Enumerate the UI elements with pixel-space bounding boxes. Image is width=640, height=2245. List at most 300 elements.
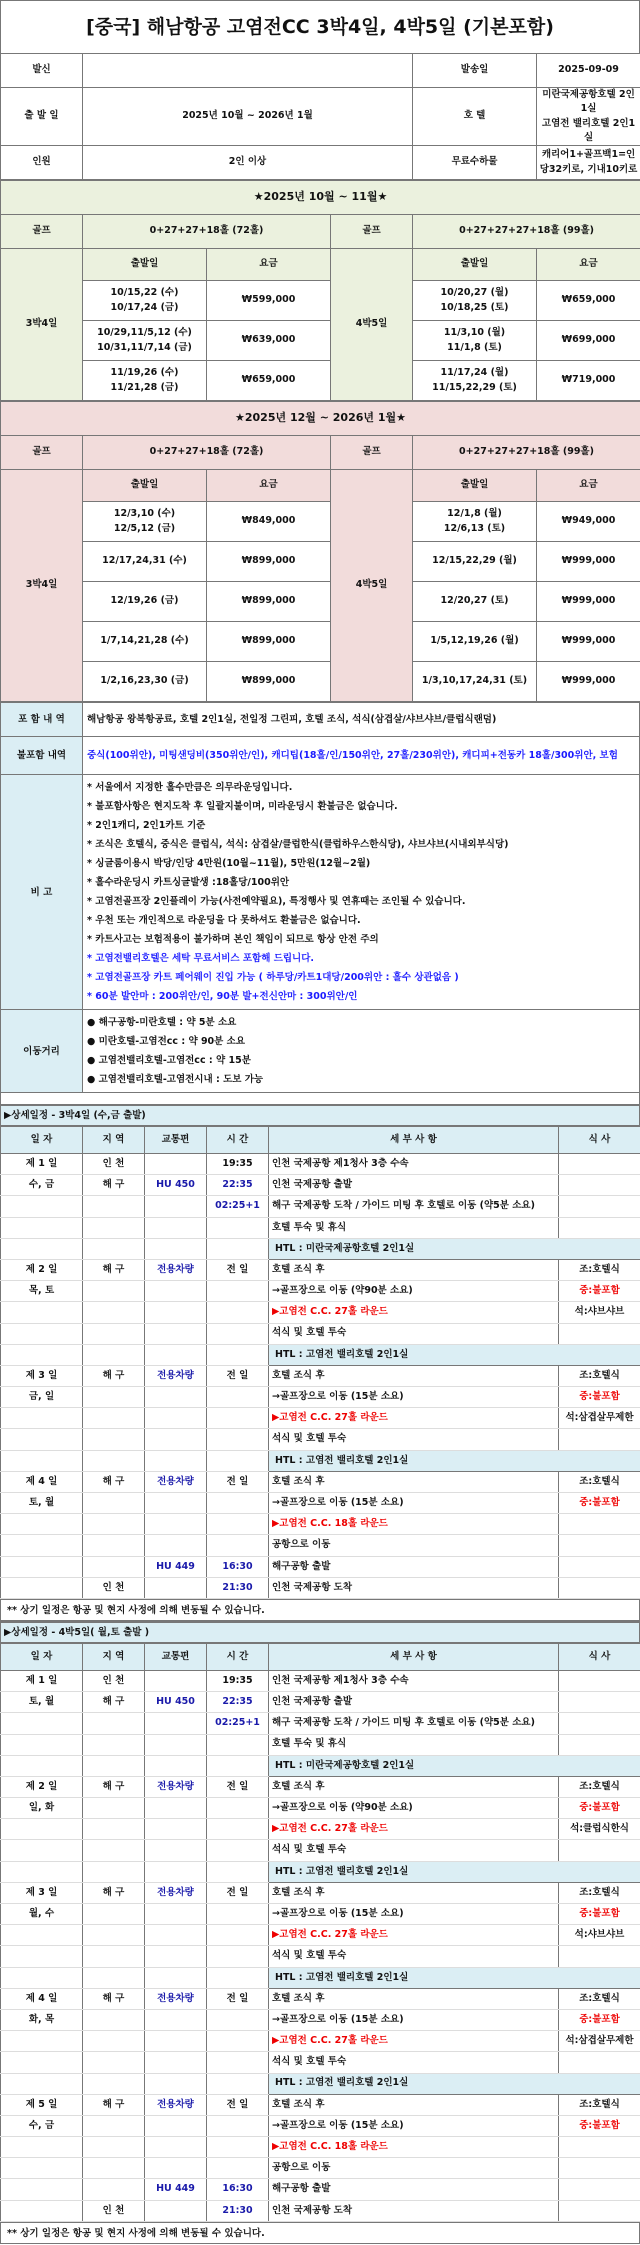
transport <box>145 1819 207 1840</box>
meal <box>559 1840 640 1861</box>
golf-holes-3n4d: 0+27+27+18홀 (72홀) <box>83 215 331 249</box>
region <box>83 1302 145 1323</box>
time: 전 일 <box>207 1882 269 1903</box>
day <box>1 1535 83 1556</box>
day: 제 2 일 <box>1 1776 83 1797</box>
column-header: 지 역 <box>83 1643 145 1670</box>
detail: 석식 및 호텔 투숙 <box>269 1840 559 1861</box>
distance-item: ● 미란호텔-고염전cc : 약 90분 소요 <box>87 1032 635 1051</box>
people-value: 2인 이상 <box>83 146 413 180</box>
meal <box>559 1196 640 1217</box>
meal: 조:호텔식 <box>559 1259 640 1280</box>
price: ₩849,000 <box>207 502 331 542</box>
hotel-value <box>537 88 640 146</box>
itinerary-row <box>1 1429 640 1450</box>
meal: 석:샤브샤브 <box>559 1925 640 1946</box>
region: 해 구 <box>83 1259 145 1280</box>
detail: 해구공항 출발 <box>269 1556 559 1577</box>
transport: 전용차량 <box>145 1471 207 1492</box>
meal <box>559 2200 640 2221</box>
itinerary-row <box>1 1387 640 1408</box>
column-header: 시 간 <box>207 1643 269 1670</box>
departure-date: 11/21,28 (금) <box>85 381 204 395</box>
departure-date: 10/18,25 (토) <box>415 301 534 315</box>
departure-date: 1/2,16,23,30 (금) <box>85 674 204 688</box>
meal <box>559 1946 640 1967</box>
included-text: 해남항공 왕복항공료, 호텔 2인1실, 전일정 그린피, 호텔 조식, 석식(삼겹살/샤브샤브/클럽식랜덤) <box>83 703 640 737</box>
price: ₩699,000 <box>537 321 640 361</box>
dates-cell <box>83 361 207 401</box>
day: 목, 토 <box>1 1281 83 1302</box>
meal: 중:불포함 <box>559 2009 640 2030</box>
transport <box>145 2009 207 2030</box>
price-table <box>0 180 640 401</box>
day <box>1 2031 83 2052</box>
price-table <box>0 401 640 702</box>
meal: 조:호텔식 <box>559 1365 640 1386</box>
day: 제 4 일 <box>1 1988 83 2009</box>
transport <box>145 1535 207 1556</box>
detail: 호텔 조식 후 <box>269 2094 559 2115</box>
departure-date: 10/31,11/7,14 (금) <box>85 341 204 355</box>
region <box>83 2158 145 2179</box>
season-title: ★2025년 10월 ~ 11월★ <box>1 181 640 215</box>
detail: →골프장으로 이동 (15분 소요) <box>269 1904 559 1925</box>
detail: 인천 국제공항 출발 <box>269 1175 559 1196</box>
meal: 조:호텔식 <box>559 2094 640 2115</box>
golf-holes-3n4d: 0+27+27+18홀 (72홀) <box>83 436 331 470</box>
detail: 공항으로 이동 <box>269 2158 559 2179</box>
departure-date: 12/19,26 (금) <box>85 594 204 608</box>
meal <box>559 1535 640 1556</box>
departure-date: 12/20,27 (토) <box>415 594 534 608</box>
hotel-info: HTL : 미란국제공항호텔 2인1실 <box>269 1238 640 1259</box>
itinerary-row <box>1 1713 640 1734</box>
region <box>83 2179 145 2200</box>
region <box>83 2009 145 2030</box>
nights-label: 3박4일 <box>1 470 83 702</box>
detail: 석식 및 호텔 투숙 <box>269 1323 559 1344</box>
departure-date: 11/3,10 (월) <box>415 326 534 340</box>
region <box>83 1408 145 1429</box>
price: ₩719,000 <box>537 361 640 401</box>
region: 해 구 <box>83 1471 145 1492</box>
itinerary-row <box>1 1196 640 1217</box>
detail: →골프장으로 이동 (15분 소요) <box>269 2009 559 2030</box>
transport <box>145 1429 207 1450</box>
detail: 공항으로 이동 <box>269 1535 559 1556</box>
dates-cell <box>83 542 207 582</box>
distance-item: ● 해구공항-미란호텔 : 약 5분 소요 <box>87 1013 635 1032</box>
itinerary-row <box>1 1175 640 1196</box>
time <box>207 1323 269 1344</box>
golf-label: 골프 <box>1 215 83 249</box>
dates-cell <box>83 502 207 542</box>
itinerary-row <box>1 2179 640 2200</box>
day: 일, 화 <box>1 1798 83 1819</box>
price: ₩599,000 <box>207 281 331 321</box>
column-header: 지 역 <box>83 1127 145 1154</box>
departure-date: 11/17,24 (월) <box>415 366 534 380</box>
detail: 호텔 조식 후 <box>269 1471 559 1492</box>
transport <box>145 2052 207 2073</box>
time <box>207 2137 269 2158</box>
itinerary-row <box>1 1882 640 1903</box>
day <box>1 1302 83 1323</box>
detail: ▶고염전 C.C. 18홀 라운드 <box>269 2137 559 2158</box>
send-date-label: 발송일 <box>413 54 537 88</box>
region <box>83 1196 145 1217</box>
transport <box>145 2137 207 2158</box>
transport <box>145 1154 207 1175</box>
day <box>1 1217 83 1238</box>
meal: 석:샤브샤브 <box>559 1302 640 1323</box>
column-header: 시 간 <box>207 1127 269 1154</box>
itinerary-row <box>1 2009 640 2030</box>
detail: 호텔 조식 후 <box>269 1882 559 1903</box>
time: 21:30 <box>207 1577 269 1598</box>
region <box>83 1323 145 1344</box>
region: 해 구 <box>83 1692 145 1713</box>
transport <box>145 1840 207 1861</box>
column-header: 일 자 <box>1 1127 83 1154</box>
region <box>83 1514 145 1535</box>
day: 수, 금 <box>1 1175 83 1196</box>
time <box>207 1798 269 1819</box>
col-price: 요금 <box>537 470 640 502</box>
hotel-line: 고염전 밸리호텔 2인1실 <box>539 117 638 146</box>
hotel-info: HTL : 고염전 밸리호텔 2인1실 <box>269 1450 640 1471</box>
info-table <box>0 53 640 180</box>
time <box>207 2052 269 2073</box>
transport <box>145 1408 207 1429</box>
meal <box>559 1154 640 1175</box>
region <box>83 1281 145 1302</box>
dates-cell <box>413 622 537 662</box>
send-date: 2025-09-09 <box>537 54 640 88</box>
region <box>83 1946 145 1967</box>
transport <box>145 1904 207 1925</box>
region <box>83 1535 145 1556</box>
itinerary-section-title: ▶상세일정 - 3박4일 (수,금 출발) <box>0 1104 640 1126</box>
detail: ▶고염전 C.C. 27홀 라운드 <box>269 1819 559 1840</box>
detail: →골프장으로 이동 (약90분 소요) <box>269 1798 559 1819</box>
dates-cell <box>83 582 207 622</box>
time: 16:30 <box>207 1556 269 1577</box>
itinerary-row <box>1 1259 640 1280</box>
itinerary-row <box>1 2094 640 2115</box>
meal <box>559 1734 640 1755</box>
golf-label: 골프 <box>331 436 413 470</box>
remark-item: * 조식은 호텔식, 중식은 클럽식, 석식: 삼겹살/클럽한식(클럽하우스한식당), 샤브샤브(시내외부식당) <box>87 835 635 854</box>
detail: 해구공항 출발 <box>269 2179 559 2200</box>
day <box>1 1713 83 1734</box>
region: 해 구 <box>83 1988 145 2009</box>
detail: 석식 및 호텔 투숙 <box>269 1946 559 1967</box>
dates-cell <box>413 502 537 542</box>
hotel-info: HTL : 고염전 밸리호텔 2인1실 <box>269 1967 640 1988</box>
departure-date: 12/6,13 (토) <box>415 522 534 536</box>
hotel-info: HTL : 미란국제공항호텔 2인1실 <box>269 1755 640 1776</box>
itinerary-table <box>0 1126 640 1599</box>
meal: 석:삼겹살무제한 <box>559 2031 640 2052</box>
itinerary-row <box>1 1734 640 1755</box>
remark-item: * 고염전골프장 카트 페어웨이 진입 가능 ( 하루당/카트1대당/200위안 : 홀수 상관없음 ) <box>87 968 635 987</box>
transport <box>145 1514 207 1535</box>
hotel-label: 호 텔 <box>413 88 537 146</box>
golf-holes-4n5d: 0+27+27+27+18홀 (99홀) <box>413 215 640 249</box>
transport <box>145 1798 207 1819</box>
detail: 석식 및 호텔 투숙 <box>269 1429 559 1450</box>
departure-date: 1/7,14,21,28 (수) <box>85 634 204 648</box>
remark-item: * 불포함사항은 현지도착 후 일괄지불이며, 미라운딩시 환불금은 없습니다. <box>87 797 635 816</box>
meal <box>559 2158 640 2179</box>
day <box>1 1429 83 1450</box>
price: ₩899,000 <box>207 582 331 622</box>
itinerary-row <box>1 1556 640 1577</box>
region <box>83 1387 145 1408</box>
column-header: 세 부 사 항 <box>269 1643 559 1670</box>
dates-cell <box>83 662 207 702</box>
transport: HU 450 <box>145 1175 207 1196</box>
region <box>83 1429 145 1450</box>
day <box>1 1819 83 1840</box>
day: 제 1 일 <box>1 1670 83 1691</box>
transport: HU 449 <box>145 2179 207 2200</box>
price: ₩899,000 <box>207 622 331 662</box>
day: 제 3 일 <box>1 1882 83 1903</box>
detail: 해구 국제공항 도착 / 가이드 미팅 후 호텔로 이동 (약5분 소요) <box>269 1713 559 1734</box>
time <box>207 1217 269 1238</box>
region: 해 구 <box>83 1776 145 1797</box>
itinerary-row <box>1 1798 640 1819</box>
time: 22:35 <box>207 1692 269 1713</box>
included-label: 포 함 내 역 <box>1 703 83 737</box>
detail: 인천 국제공항 출발 <box>269 1692 559 1713</box>
time <box>207 2031 269 2052</box>
time: 21:30 <box>207 2200 269 2221</box>
price: ₩999,000 <box>537 662 640 702</box>
col-price: 요금 <box>537 249 640 281</box>
time <box>207 1514 269 1535</box>
transport <box>145 1946 207 1967</box>
transport <box>145 1217 207 1238</box>
sender-value <box>83 54 413 88</box>
region <box>83 1556 145 1577</box>
transport: 전용차량 <box>145 1365 207 1386</box>
col-date: 출발일 <box>83 249 207 281</box>
transport: HU 450 <box>145 1692 207 1713</box>
itinerary-row <box>1 2031 640 2052</box>
day: 토, 월 <box>1 1493 83 1514</box>
time: 19:35 <box>207 1670 269 1691</box>
excluded-label: 불포함 내역 <box>1 737 83 775</box>
price: ₩899,000 <box>207 662 331 702</box>
column-header: 식 사 <box>559 1643 640 1670</box>
itinerary-row <box>1 1493 640 1514</box>
departure-date: 10/17,24 (금) <box>85 301 204 315</box>
day: 제 1 일 <box>1 1154 83 1175</box>
column-header: 식 사 <box>559 1127 640 1154</box>
itinerary-row <box>1 1217 640 1238</box>
time: 전 일 <box>207 1365 269 1386</box>
departure-date: 12/17,24,31 (수) <box>85 554 204 568</box>
meal: 조:호텔식 <box>559 1988 640 2009</box>
transport <box>145 1925 207 1946</box>
departure-date: 10/20,27 (월) <box>415 286 534 300</box>
dates-cell <box>413 542 537 582</box>
departure-date: 1/5,12,19,26 (월) <box>415 634 534 648</box>
itinerary-row <box>1 1904 640 1925</box>
region: 인 천 <box>83 1577 145 1598</box>
remark-item: * 서울에서 지정한 홀수만큼은 의무라운딩입니다. <box>87 778 635 797</box>
dates-cell <box>413 582 537 622</box>
itinerary-row <box>1 1670 640 1691</box>
day <box>1 1840 83 1861</box>
time: 22:35 <box>207 1175 269 1196</box>
time: 전 일 <box>207 1776 269 1797</box>
time <box>207 1408 269 1429</box>
transport <box>145 1670 207 1691</box>
detail: ▶고염전 C.C. 18홀 라운드 <box>269 1514 559 1535</box>
time: 전 일 <box>207 2094 269 2115</box>
transport: 전용차량 <box>145 1882 207 1903</box>
region <box>83 1734 145 1755</box>
col-date: 출발일 <box>83 470 207 502</box>
day: 토, 월 <box>1 1692 83 1713</box>
people-label: 인원 <box>1 146 83 180</box>
remark-item: * 싱글룸이용시 박당/인당 4만원(10월~11월), 5만원(12월~2월) <box>87 854 635 873</box>
time <box>207 1387 269 1408</box>
dates-cell <box>83 622 207 662</box>
departure-date: 12/15,22,29 (월) <box>415 554 534 568</box>
meal: 중:불포함 <box>559 2115 640 2136</box>
region <box>83 2137 145 2158</box>
detail: 석식 및 호텔 투숙 <box>269 2052 559 2073</box>
remark-item: * 홀수라운딩시 카트싱글발생 :18홀당/100위안 <box>87 873 635 892</box>
departure-date: 10/15,22 (수) <box>85 286 204 300</box>
hotel-line: 미란국제공항호텔 2인1실 <box>539 88 638 117</box>
transport: 전용차량 <box>145 1988 207 2009</box>
transport <box>145 1323 207 1344</box>
meal: 중:불포함 <box>559 1387 640 1408</box>
remarks-list <box>83 775 640 1010</box>
dates-cell <box>413 662 537 702</box>
departure-date: 10/29,11/5,12 (수) <box>85 326 204 340</box>
meal: 중:불포함 <box>559 1281 640 1302</box>
itinerary-row <box>1 1819 640 1840</box>
day <box>1 1925 83 1946</box>
time: 16:30 <box>207 2179 269 2200</box>
itinerary-row <box>1 1925 640 1946</box>
distance-item: ● 고염전밸리호텔-고염전cc : 약 15분 <box>87 1051 635 1070</box>
itinerary-row <box>1 2158 640 2179</box>
detail: ▶고염전 C.C. 27홀 라운드 <box>269 1408 559 1429</box>
itinerary-row <box>1 1365 640 1386</box>
time <box>207 1734 269 1755</box>
time <box>207 1493 269 1514</box>
day <box>1 2158 83 2179</box>
meal: 석:클럽식한식 <box>559 1819 640 1840</box>
column-header: 세 부 사 항 <box>269 1127 559 1154</box>
remark-item: * 고염전골프장 2인플레이 가능(사전예약필요), 특정행사 및 연휴때는 조인될 수 있습니다. <box>87 892 635 911</box>
region: 해 구 <box>83 1365 145 1386</box>
transport <box>145 2200 207 2221</box>
detail: →골프장으로 이동 (약90분 소요) <box>269 1281 559 1302</box>
hotel-info: HTL : 고염전 밸리호텔 2인1실 <box>269 2073 640 2094</box>
price: ₩659,000 <box>207 361 331 401</box>
meal <box>559 1556 640 1577</box>
day <box>1 1196 83 1217</box>
time: 전 일 <box>207 1259 269 1280</box>
departure-date: 11/1,8 (토) <box>415 341 534 355</box>
time: 19:35 <box>207 1154 269 1175</box>
region <box>83 2115 145 2136</box>
time <box>207 1302 269 1323</box>
day <box>1 2137 83 2158</box>
dates-cell <box>83 281 207 321</box>
detail: 인천 국제공항 도착 <box>269 1577 559 1598</box>
time <box>207 2009 269 2030</box>
detail: 호텔 조식 후 <box>269 1259 559 1280</box>
region <box>83 2052 145 2073</box>
detail: 호텔 투숙 및 휴식 <box>269 1734 559 1755</box>
time <box>207 2115 269 2136</box>
price: ₩949,000 <box>537 502 640 542</box>
golf-label: 골프 <box>1 436 83 470</box>
detail: 인천 국제공항 도착 <box>269 2200 559 2221</box>
departure-date: 12/1,8 (월) <box>415 507 534 521</box>
departure-date: 12/3,10 (수) <box>85 507 204 521</box>
detail: ▶고염전 C.C. 27홀 라운드 <box>269 2031 559 2052</box>
meal <box>559 1692 640 1713</box>
price: ₩999,000 <box>537 622 640 662</box>
itinerary-row <box>1 2200 640 2221</box>
detail: 호텔 조식 후 <box>269 1776 559 1797</box>
region <box>83 1217 145 1238</box>
region <box>83 1713 145 1734</box>
meal: 중:불포함 <box>559 1904 640 1925</box>
day: 제 2 일 <box>1 1259 83 1280</box>
day: 제 5 일 <box>1 2094 83 2115</box>
detail: ▶고염전 C.C. 27홀 라운드 <box>269 1925 559 1946</box>
nights-label: 4박5일 <box>331 249 413 401</box>
time <box>207 1925 269 1946</box>
meal <box>559 2137 640 2158</box>
meal: 조:호텔식 <box>559 1471 640 1492</box>
meal <box>559 2052 640 2073</box>
region: 인 천 <box>83 2200 145 2221</box>
remark-item: * 2인1캐디, 2인1카트 기준 <box>87 816 635 835</box>
itinerary-row <box>1 1281 640 1302</box>
transport <box>145 2115 207 2136</box>
baggage-value: 캐리어1+골프백1=인당32키로, 기내10키로 <box>537 146 640 180</box>
sender-label: 발신 <box>1 54 83 88</box>
time <box>207 1946 269 1967</box>
itinerary-row <box>1 1154 640 1175</box>
day: 금, 일 <box>1 1387 83 1408</box>
day: 화, 목 <box>1 2009 83 2030</box>
departure-label: 출 발 일 <box>1 88 83 146</box>
distance-list <box>83 1010 640 1093</box>
itinerary-row <box>1 1514 640 1535</box>
detail: 호텔 조식 후 <box>269 1365 559 1386</box>
notes-table <box>0 702 640 1093</box>
detail: 인천 국제공항 제1청사 3층 수속 <box>269 1670 559 1691</box>
transport <box>145 1302 207 1323</box>
day <box>1 2200 83 2221</box>
itinerary-table <box>0 1643 640 2222</box>
